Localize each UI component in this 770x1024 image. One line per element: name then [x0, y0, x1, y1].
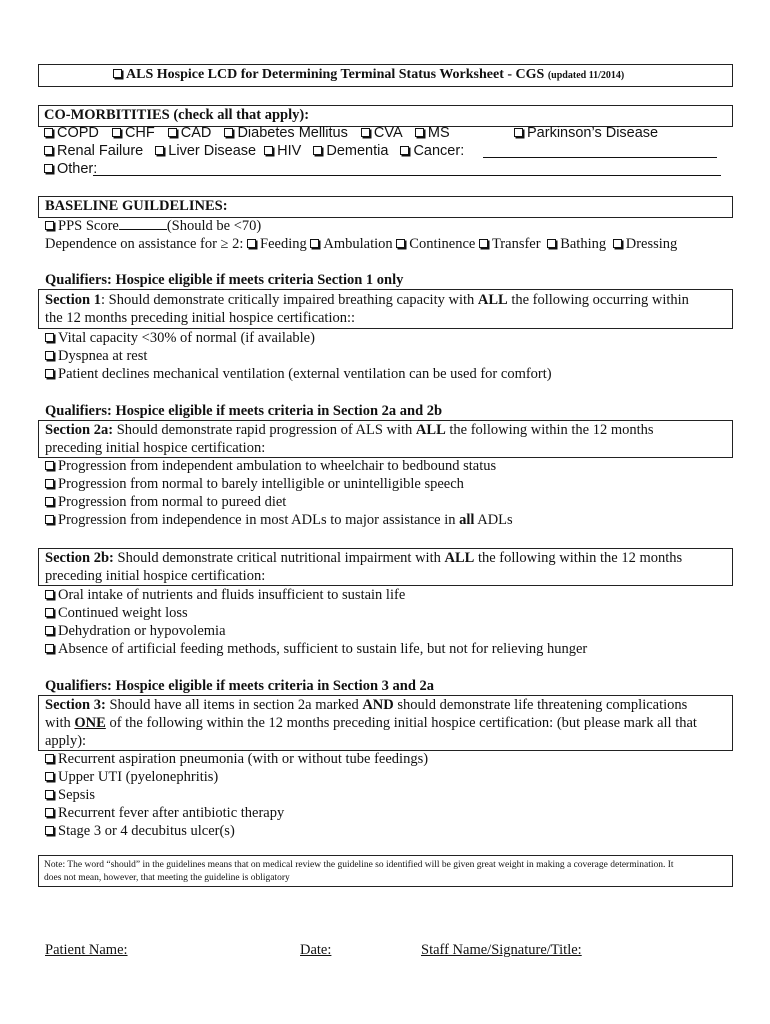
note-line-2: does not mean, however, that meeting the guideline is obligatory — [44, 873, 290, 883]
staff-signature-label: Staff Name/Signature/Title: — [421, 942, 582, 958]
patient-name-label: Patient Name: — [45, 942, 128, 958]
checkbox-cancer[interactable]: Cancer: — [400, 143, 464, 159]
checkbox-dementia[interactable]: Dementia — [313, 143, 388, 159]
dependence-row — [45, 236, 677, 253]
section1-qualifier: Qualifiers: Hospice eligible if meets criteria Section 1 only — [45, 272, 404, 288]
comorbidities-heading: CO-MORBITITIES (check all that apply): — [44, 107, 310, 123]
checkbox-other[interactable]: Other: — [44, 161, 97, 177]
section2a-item-speech[interactable]: Progression from normal to barely intelligible or unintelligible speech — [45, 476, 464, 493]
section3-description-line2: with ONE of the following within the 12 months preceding initial hospice certification: (but please mark all that — [45, 715, 697, 731]
pps-label: PPS Score — [58, 218, 119, 234]
section2b-description: Section 2b: Should demonstrate critical nutritional impairment with ALL the following within the 12 months — [45, 550, 683, 566]
checkbox-chf[interactable]: CHF — [112, 125, 155, 141]
section3-item-decubitus[interactable]: Stage 3 or 4 decubitus ulcer(s) — [45, 823, 235, 840]
section2a-description: Section 2a: Should demonstrate rapid progression of ALS with ALL the following within the 12 months — [45, 422, 654, 438]
section2b-item-dehydration[interactable]: Dehydration or hypovolemia — [45, 623, 226, 640]
checkbox-liver-disease[interactable]: Liver Disease — [155, 143, 256, 159]
section1-item-vital-capacity[interactable]: Vital capacity <30% of normal (if available) — [45, 330, 315, 347]
pps-row — [45, 217, 261, 235]
section2a-qualifier: Qualifiers: Hospice eligible if meets criteria in Section 2a and 2b — [45, 403, 443, 419]
section2b-item-oral-intake[interactable]: Oral intake of nutrients and fluids insufficient to sustain life — [45, 587, 405, 604]
checkbox-bathing[interactable]: Bathing — [547, 236, 606, 252]
section3-item-upper-uti[interactable]: Upper UTI (pyelonephritis) — [45, 769, 218, 786]
section1-description-line2: the 12 months preceding initial hospice certification:: — [45, 310, 356, 326]
pps-input-line[interactable] — [119, 217, 167, 230]
cancer-input-line[interactable] — [483, 145, 717, 158]
pps-checkbox[interactable] — [45, 221, 54, 230]
section2b-item-weight-loss[interactable]: Continued weight loss — [45, 605, 188, 622]
note-line-1: Note: The word “should” in the guidelines means that on medical review the guideline so identified will be given great weight in making a coverage determination. It — [44, 860, 674, 870]
updated-date: (updated 11/2014) — [547, 70, 625, 81]
checkbox-hiv[interactable]: HIV — [264, 143, 301, 159]
section1-item-declines-ventilation[interactable]: Patient declines mechanical ventilation (external ventilation can be used for comfort) — [45, 366, 552, 383]
pps-hint: (Should be <70) — [166, 218, 262, 234]
section3-qualifier: Qualifiers: Hospice eligible if meets criteria in Section 3 and 2a — [45, 678, 435, 694]
checkbox-copd[interactable]: COPD — [44, 125, 99, 141]
page-title-text: ALS Hospice LCD for Determining Terminal Status Worksheet - CGS — [126, 67, 545, 82]
checkbox-diabetes[interactable]: Diabetes Mellitus — [224, 125, 347, 141]
title-checkbox[interactable] — [113, 69, 122, 78]
comorbidities-row-2 — [44, 143, 464, 159]
section2a-item-ambulation[interactable]: Progression from independent ambulation to wheelchair to bedbound status — [45, 458, 496, 475]
checkbox-cad[interactable]: CAD — [168, 125, 212, 141]
checkbox-dressing[interactable]: Dressing — [613, 236, 678, 252]
other-input-line[interactable] — [93, 163, 721, 176]
page-title — [113, 67, 624, 83]
checkbox-cva[interactable]: CVA — [361, 125, 402, 141]
checkbox-ambulation[interactable]: Ambulation — [310, 236, 392, 252]
section3-item-recurrent-fever[interactable]: Recurrent fever after antibiotic therapy — [45, 805, 284, 822]
checkbox-continence[interactable]: Continence — [396, 236, 475, 252]
section2b-description-line2: preceding initial hospice certification: — [45, 568, 266, 584]
section3-item-sepsis[interactable]: Sepsis — [45, 787, 95, 804]
baseline-heading: BASELINE GUILDELINES: — [45, 198, 228, 214]
dependence-label: Dependence on assistance for ≥ 2: — [45, 236, 244, 252]
section2a-item-adls[interactable]: Progression from independence in most ADLs to major assistance in all ADLs — [45, 512, 513, 529]
section2b-item-artificial-feeding[interactable]: Absence of artificial feeding methods, sufficient to sustain life, but not for relieving hunger — [45, 641, 587, 658]
section1-description: Section 1: Should demonstrate critically impaired breathing capacity with ALL the following occurring within — [45, 292, 689, 308]
section2a-item-diet[interactable]: Progression from normal to pureed diet — [45, 494, 286, 511]
section1-item-dyspnea[interactable]: Dyspnea at rest — [45, 348, 147, 365]
checkbox-ms[interactable]: MS — [415, 125, 450, 141]
checkbox-feeding[interactable]: Feeding — [247, 236, 307, 252]
checkbox-renal-failure[interactable]: Renal Failure — [44, 143, 143, 159]
section3-description: Section 3: Should have all items in section 2a marked AND should demonstrate life threatening complications — [45, 697, 688, 713]
checkbox-transfer[interactable]: Transfer — [479, 236, 541, 252]
section3-description-line3: apply): — [45, 733, 87, 749]
date-label: Date: — [300, 942, 332, 958]
section3-item-aspiration-pneumonia[interactable]: Recurrent aspiration pneumonia (with or without tube feedings) — [45, 751, 428, 768]
checkbox-parkinsons[interactable]: Parkinson’s Disease — [514, 125, 658, 141]
section2a-description-line2: preceding initial hospice certification: — [45, 440, 266, 456]
comorbidities-row-1 — [44, 125, 450, 141]
